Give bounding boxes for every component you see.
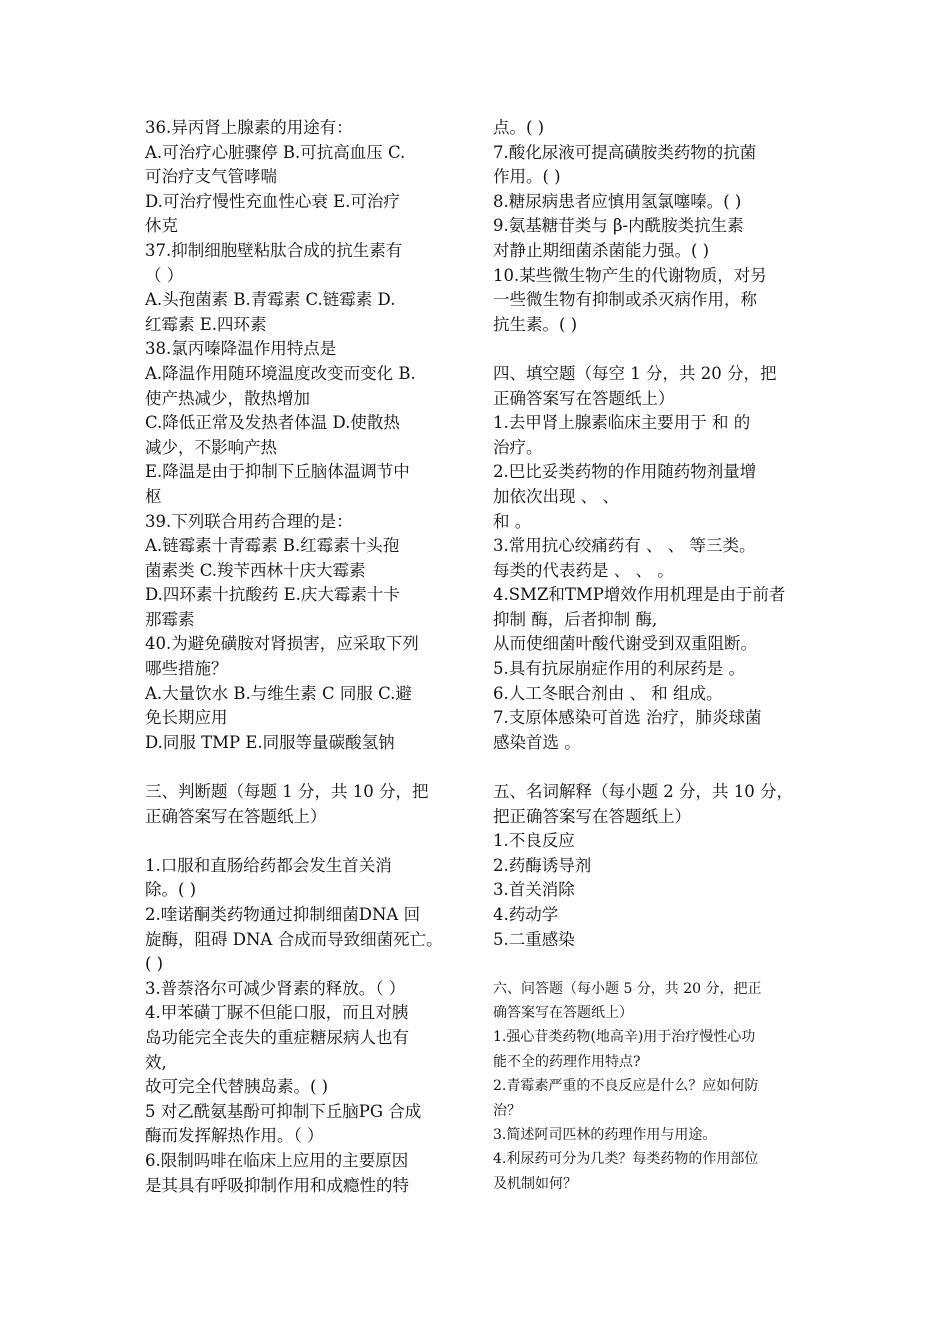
text-line: 2.巴比妥类药物的作用随药物剂量增 (493, 462, 757, 482)
text-line: D.可治疗慢性充血性心衰 E.可治疗 (145, 191, 400, 211)
text-line: A.可治疗心脏骤停 B.可抗高血压 C. (145, 142, 406, 162)
text-line: 4.药动学 (493, 905, 559, 924)
text-line: 抑制 酶，后者抑制 酶, (493, 609, 658, 629)
text-line: 和 。 (493, 511, 532, 531)
text-line: 旋酶，阻碍 DNA 合成而导致细菌死亡。 (145, 929, 443, 949)
text-line: 正确答案写在答题纸上） (145, 806, 327, 826)
text-line: 作用。( ) (493, 167, 561, 187)
text-line: 把正确答案写在答题纸上） (493, 806, 691, 826)
text-line: 1.不良反应 (493, 831, 575, 851)
text-line: 5 对乙酰氨基酚可抑制下丘脑PG 合成 (145, 1101, 422, 1121)
text-line: 4.甲苯磺丁脲不但能口服，而且对胰 (145, 1003, 409, 1023)
text-line: 及机制如何？ (493, 1175, 577, 1192)
text-line: 1.口服和直肠给药都会发生首关消 (145, 855, 392, 875)
text-line: 38.氯丙嗪降温作用特点是 (145, 339, 337, 359)
text-line: 对静止期细菌杀菌能力强。( ) (493, 240, 710, 260)
text-line: 五、名词解释（每小题 2 分，共 10 分， (493, 782, 793, 802)
text-line: ( ) (145, 954, 164, 974)
text-line: 减少，不影响产热 (145, 437, 277, 457)
text-line: 7.支原体感染可首选 治疗，肺炎球菌 (493, 708, 762, 728)
text-line: 3.简述阿司匹林的药理作用与用途。 (493, 1127, 717, 1144)
text-line: A.降温作用随环境温度改变而变化 B. (145, 363, 416, 383)
text-line (493, 337, 818, 362)
text-line: 菌素类 C.羧苄西林十庆大霉素 (145, 560, 366, 580)
text-line: 3.常用抗心绞痛药有 、 、 等三类。 (493, 536, 756, 556)
left-column (145, 116, 463, 1198)
text-line: 故可完全代替胰岛素。( ) (145, 1077, 329, 1097)
text-line: 9.氨基糖苷类与 β-内酰胺类抗生素 (493, 216, 744, 236)
text-line: 休克 (145, 216, 178, 236)
text-line: 是其具有呼吸抑制作用和成瘾性的特 (145, 1175, 409, 1195)
text-line: 加依次出现 、 、 (493, 486, 619, 506)
text-line: 5.二重感染 (493, 929, 575, 949)
text-line: （ ） (145, 265, 184, 285)
text-line: 红霉素 E.四环素 (145, 314, 267, 334)
text-line: 3.首关消除 (493, 880, 575, 900)
text-line (145, 829, 463, 854)
text-line: 抗生素。( ) (493, 314, 578, 334)
text-line: 点。( ) (493, 118, 545, 137)
text-line: C.降低正常及发热者体温 D.使散热 (145, 413, 400, 433)
text-line: 能不全的药理作用特点? (493, 1053, 641, 1070)
text-line (493, 755, 818, 780)
text-line: 三、判断题（每题 1 分，共 10 分，把 (145, 782, 429, 802)
text-line: 六、问答题（每小题 5 分，共 20 分，把正 (493, 980, 762, 997)
text-line: 2.喹诺酮类药物通过抑制细菌DNA 回 (145, 905, 421, 924)
text-line: 8.糖尿病患者应慎用氢氯噻嗪。( ) (493, 191, 742, 211)
text-line: 正确答案写在答题纸上） (493, 388, 675, 408)
text-line: 10.某些微生物产生的代谢物质，对另 (493, 265, 767, 285)
text-line: 5.具有抗尿崩症作用的利尿药是 。 (493, 659, 745, 679)
text-line: 岛功能完全丧失的重症糖尿病人也有 (145, 1027, 409, 1047)
text-line (145, 755, 463, 780)
text-line: 37.抑制细胞壁粘肽合成的抗生素有 (145, 240, 403, 260)
text-line: 效, (145, 1052, 167, 1072)
text-line: 每类的代表药是 、 、 。 (493, 560, 674, 580)
text-line: 除。( ) (145, 880, 197, 900)
text-line: 免长期应用 (145, 708, 228, 728)
text-line: 一些微生物有抑制或杀灭病作用，称 (493, 290, 757, 310)
text-line: 1.强心苷类药物(地高辛)用于治疗慢性心功 (493, 1029, 756, 1046)
text-line: 40.为避免磺胺对肾损害，应采取下列 (145, 634, 419, 654)
text-line: 酶而发挥解热作用。（ ） (145, 1126, 324, 1146)
text-line: 2.青霉素严重的不良反应是什么？应如何防 (493, 1078, 759, 1095)
text-line: 确答案写在答题纸上） (493, 1004, 633, 1021)
text-line: D.四环素十抗酸药 E.庆大霉素十卡 (145, 585, 400, 605)
text-line (493, 952, 818, 976)
text-line: A.大量饮水 B.与维生素 C 同服 C.避 (145, 683, 412, 703)
text-line: 4.利尿药可分为几类？每类药物的作用部位 (493, 1151, 759, 1168)
text-line: 可治疗支气管哮喘 (145, 167, 277, 187)
text-line: 6.限制吗啡在临床上应用的主要原因 (145, 1150, 409, 1170)
text-line: 3.普萘洛尔可减少肾素的释放。（ ） (145, 978, 406, 998)
text-line: 36.异丙肾上腺素的用途有： (145, 118, 353, 137)
text-line: 4.SMZ和TMP增效作用机理是由于前者 (493, 585, 786, 605)
text-line: 感染首选 。 (493, 732, 581, 752)
text-line: 使产热减少，散热增加 (145, 388, 310, 408)
text-line: E.降温是由于抑制下丘脑体温调节中 (145, 462, 410, 482)
text-line: 四、填空题（每空 1 分，共 20 分，把 (493, 363, 777, 383)
text-line: 治疗。 (493, 437, 543, 457)
text-line: 从而使细菌叶酸代谢受到双重阻断。 (493, 634, 757, 654)
text-line: A.链霉素十青霉素 B.红霉素十头孢 (145, 536, 400, 556)
text-line: 1.去甲肾上腺素临床主要用于 和 的 (493, 413, 751, 433)
text-line: 枢 (145, 486, 162, 506)
text-line: 7.酸化尿液可提高磺胺类药物的抗菌 (493, 142, 757, 162)
text-line: 6.人工冬眠合剂由 、 和 组成。 (493, 683, 723, 703)
text-line: 治？ (493, 1102, 521, 1119)
text-line: 2.药酶诱导剂 (493, 855, 592, 875)
text-line: 39.下列联合用药合理的是： (145, 511, 353, 531)
text-line: A.头孢菌素 B.青霉素 C.链霉素 D. (145, 290, 396, 310)
right-column (493, 116, 818, 1196)
text-line: 那霉素 (145, 609, 195, 629)
text-line: 哪些措施？ (145, 659, 228, 679)
text-line: D.同服 TMP E.同服等量碳酸氢钠 (145, 732, 395, 752)
